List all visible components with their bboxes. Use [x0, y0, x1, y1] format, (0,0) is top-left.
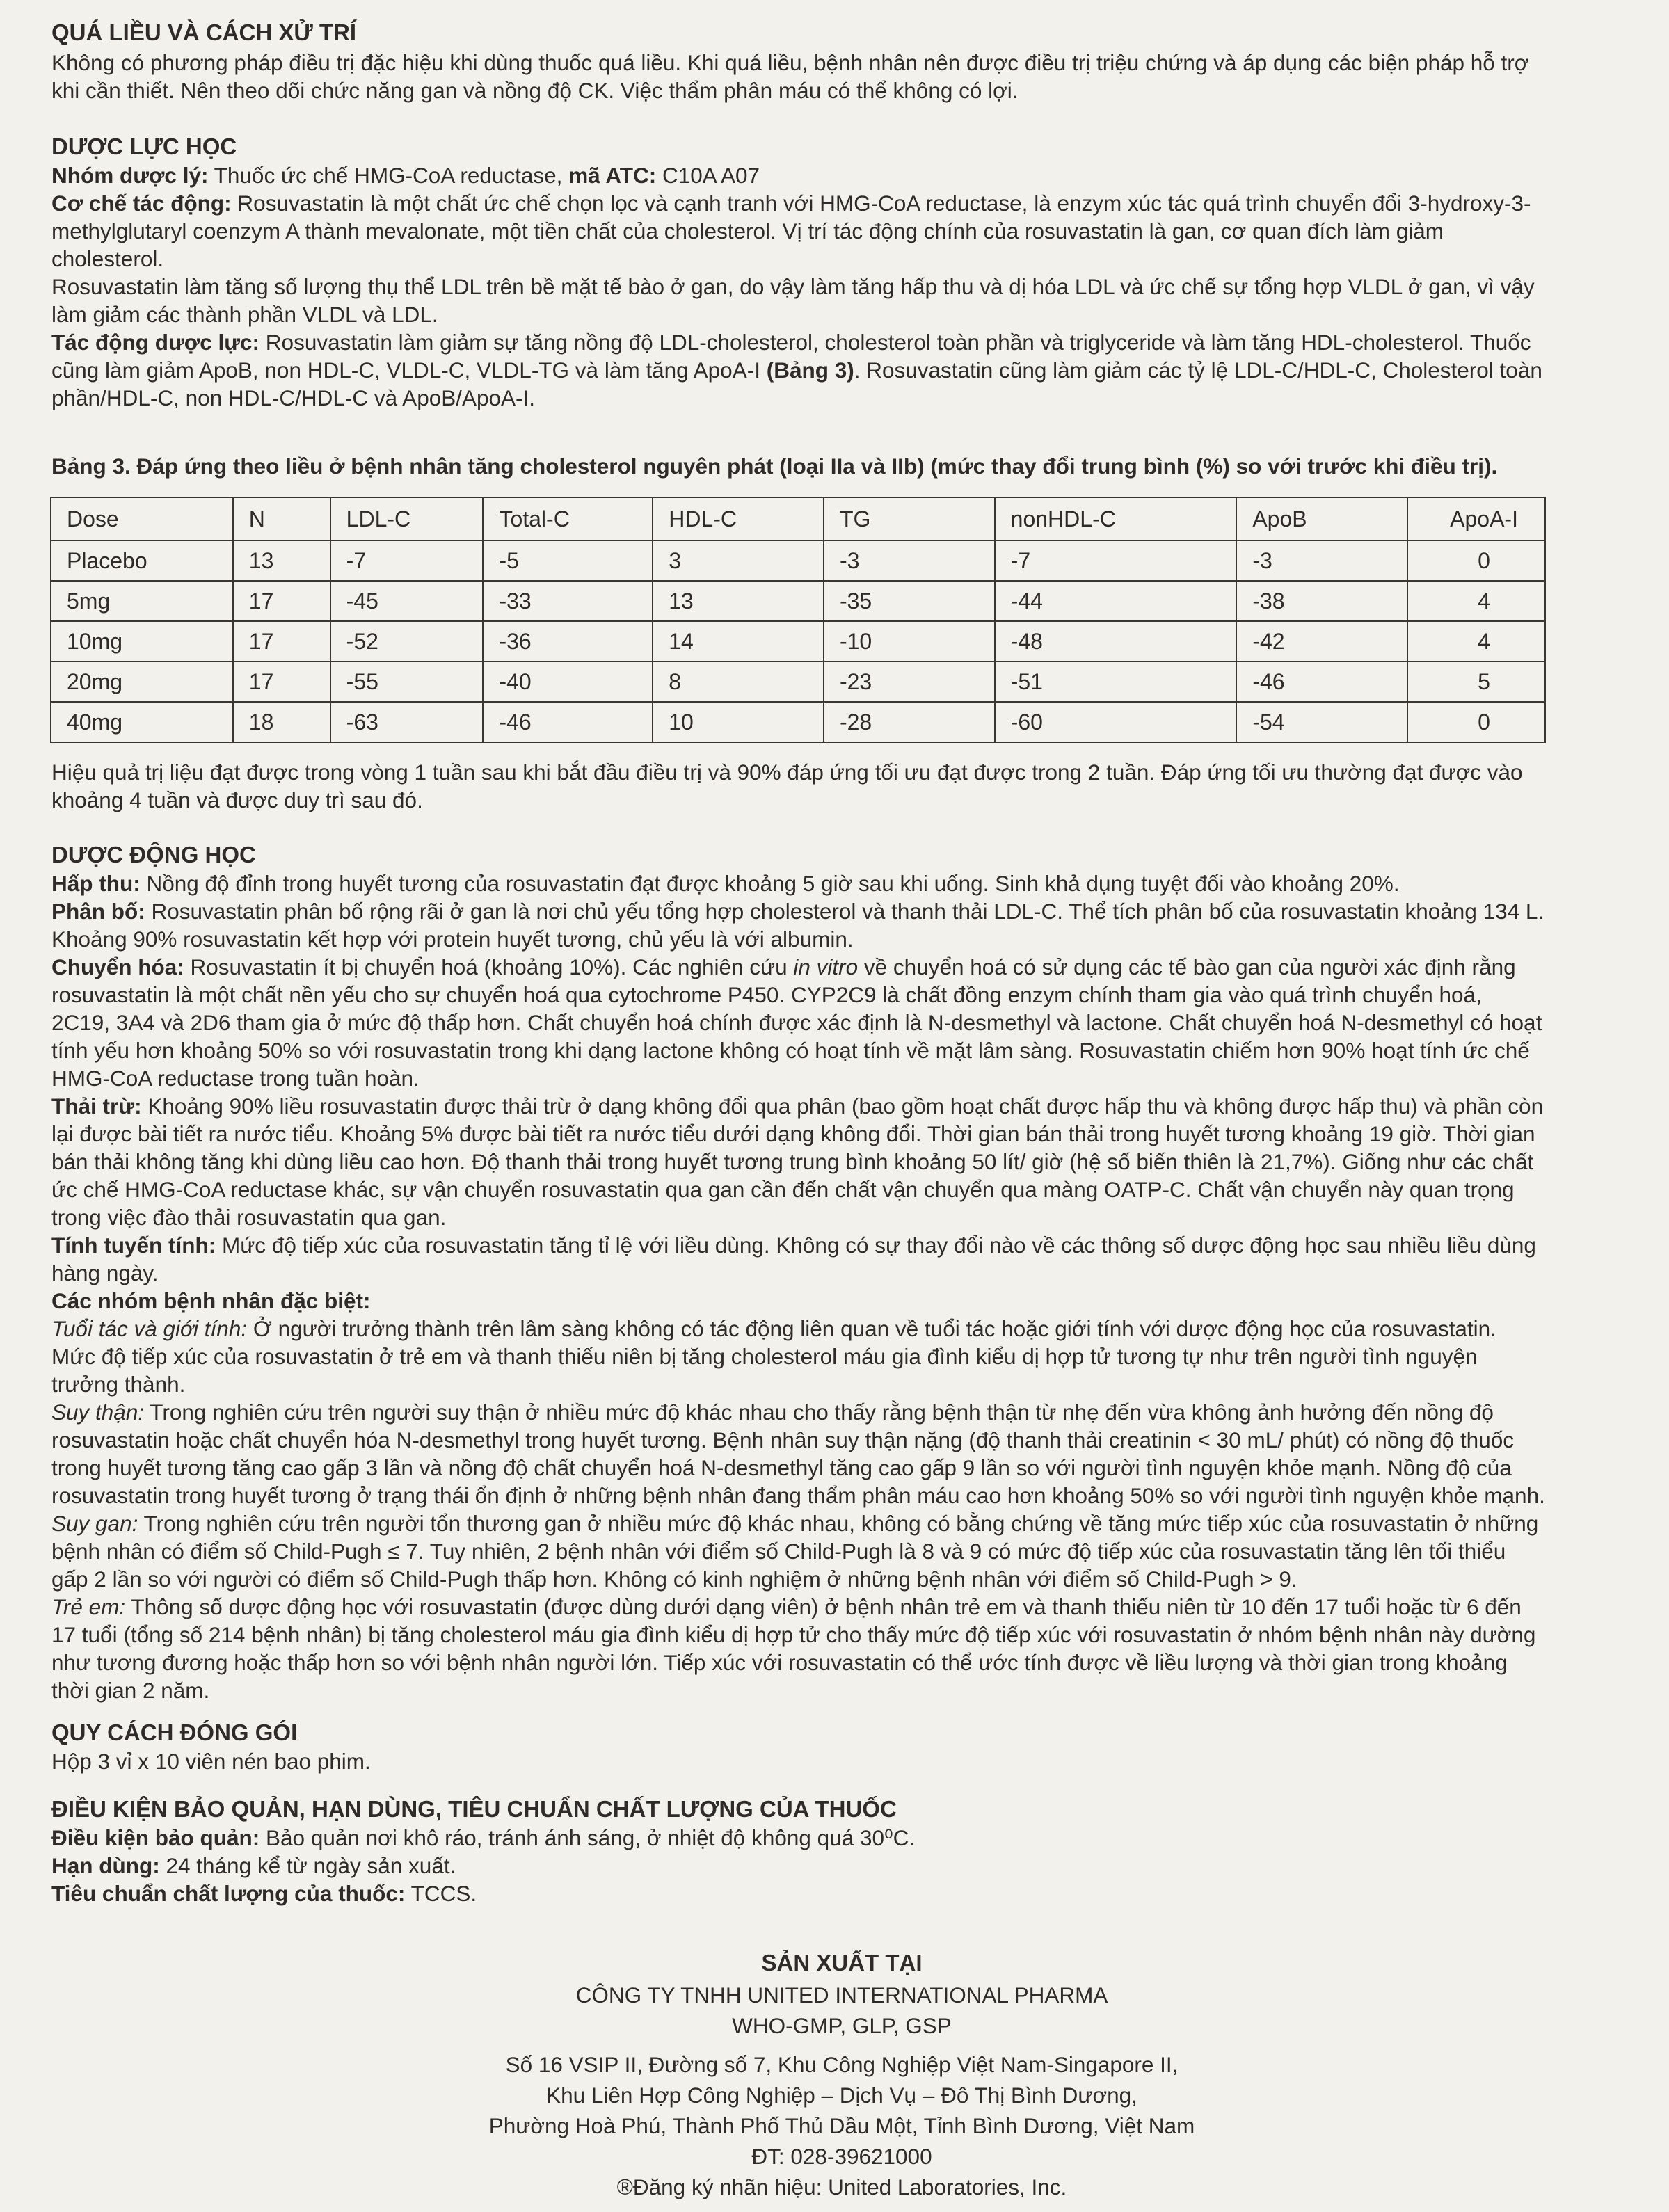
- table-cell: 0: [1407, 702, 1545, 742]
- mechanism-text: Rosuvastatin là một chất ức chế chọn lọc và cạnh tranh với HMG-CoA reductase, là enzym xúc tác quá trình chuyển đổi 3-hydroxy-3-methylglutaryl coenzym A thành mevalonate, một tiền chất của cholesterol. Vị trí tác động chính của rosuvastatin là gan, cơ quan đích làm giảm cholesterol.: [51, 191, 1531, 271]
- overdose-heading: QUÁ LIỀU VÀ CÁCH XỬ TRÍ: [51, 19, 357, 45]
- table-cell: -60: [995, 702, 1237, 742]
- table-cell: 5mg: [51, 581, 233, 621]
- table-cell: -54: [1236, 702, 1407, 742]
- table-cell: -45: [330, 581, 484, 621]
- table-cell: 17: [233, 581, 330, 621]
- expiry: [51, 1852, 1546, 1880]
- packaging-section: [51, 1718, 1546, 1775]
- mechanism-paragraph: [51, 189, 1546, 273]
- table-cell: -36: [483, 621, 653, 662]
- pharmacokinetics-heading: DƯỢC ĐỘNG HỌC: [51, 842, 256, 867]
- trademark-note: ®Đăng ký nhãn hiệu: United Laboratories, Inc.: [616, 2174, 1067, 2199]
- pharmacokinetics-section: [51, 840, 1546, 1704]
- table-cell: -42: [1236, 621, 1407, 662]
- table-note-text: Hiệu quả trị liệu đạt được trong vòng 1 tuần sau khi bắt đầu điều trị và 90% đáp ứng tối ưu đạt được trong 2 tuần. Đáp ứng tối ưu thường đạt được vào khoảng 4 tuần và được duy trì sau đó.: [51, 760, 1523, 812]
- table-row: [51, 662, 1545, 702]
- table-header: N: [233, 497, 330, 540]
- age-text: Ở người trưởng thành trên lâm sàng không có tác động liên quan về tuổi tác hoặc giới tính với dược động học của rosuvastatin. Mức độ tiếp xúc của rosuvastatin ở trẻ em và thanh thiếu niên bị tăng cholesterol máu gia đình kiểu dị hợp tử tương tự như trên người tình nguyện trưởng thành.: [51, 1316, 1496, 1397]
- packaging-heading: QUY CÁCH ĐÓNG GÓI: [51, 1720, 298, 1745]
- manufacturer-block: [376, 1948, 1308, 2202]
- table-note: [51, 758, 1546, 814]
- table-header: TG: [824, 497, 995, 540]
- group-text: Thuốc ức chế HMG-CoA reductase,: [208, 163, 569, 188]
- metabolism-text-1: Rosuvastatin ít bị chuyển hoá (khoảng 10%). Các nghiên cứu: [184, 954, 794, 979]
- mechanism-label: Cơ chế tác động:: [51, 191, 232, 216]
- table-cell: -3: [1236, 540, 1407, 581]
- pharmacodynamics-heading: DƯỢC LỰC HỌC: [51, 134, 237, 159]
- age-paragraph: [51, 1315, 1546, 1398]
- table-header-row: [51, 497, 1545, 540]
- metabolism-paragraph: [51, 953, 1546, 1092]
- table-caption-text: Bảng 3. Đáp ứng theo liều ở bệnh nhân tăng cholesterol nguyên phát (loại IIa và IIb) (mức thay đổi trung bình (%) so với trước khi điều trị).: [51, 454, 1498, 479]
- storage-condition: [51, 1824, 1546, 1852]
- overdose-text: Không có phương pháp điều trị đặc hiệu khi dùng thuốc quá liều. Khi quá liều, bệnh nhân nên được điều trị triệu chứng và áp dụng các biện pháp hỗ trợ khi cần thiết. Nên theo dõi chức năng gan và nồng độ CK. Việc thẩm phân máu có thể không có lợi.: [51, 50, 1529, 103]
- renal-label: Suy thận:: [51, 1400, 145, 1425]
- table-cell: -23: [824, 662, 995, 702]
- table-cell: 0: [1407, 540, 1545, 581]
- dose-response-table: [50, 497, 1546, 743]
- packaging-text: Hộp 3 vỉ x 10 viên nén bao phim.: [51, 1749, 371, 1774]
- storage-section: [51, 1795, 1546, 1907]
- table-cell: 13: [233, 540, 330, 581]
- table-header: ApoA-I: [1407, 497, 1545, 540]
- renal-text: Trong nghiên cứu trên người suy thận ở nhiều mức độ khác nhau cho thấy rằng bệnh thận từ nhẹ đến vừa không ảnh hưởng đến nồng độ rosuvastatin hoặc chất chuyển hóa N-desmethyl trong huyết tương. Bệnh nhân suy thận nặng (độ thanh thải creatinin < 30 mL/ phút) có nồng độ thuốc trong huyết tương tăng cao gấp 3 lần và nồng độ chất chuyển hoá N-desmethyl tăng cao gấp 9 lần so với người tình nguyện khỏe mạnh. Nồng độ của rosuvastatin trong huyết tương ở trạng thái ổn định ở những bệnh nhân đang thẩm phân máu cao hơn khoảng 50% so với người tình nguyện khỏe mạnh.: [51, 1400, 1545, 1508]
- table-cell: 20mg: [51, 662, 233, 702]
- table-cell: -7: [330, 540, 484, 581]
- excretion-label: Thải trừ:: [51, 1093, 142, 1119]
- effect-text-1: Rosuvastatin làm giảm sự tăng nồng độ LDL-cholesterol, cholesterol toàn phần và triglyceride và làm tăng HDL-cholesterol. Thuốc cũng làm giảm ApoB, non HDL-C, VLDL-C, VLDL-TG và làm tăng ApoA-I: [51, 330, 1531, 383]
- table-header: HDL-C: [653, 497, 824, 540]
- table-header: ApoB: [1236, 497, 1407, 540]
- table-row: [51, 702, 1545, 742]
- pharmacologic-group: [51, 161, 1546, 189]
- table-cell: 10: [653, 702, 824, 742]
- mechanism-paragraph-2: Rosuvastatin làm tăng số lượng thụ thể LDL trên bề mặt tế bào ở gan, do vậy làm tăng hấp thu và dị hóa LDL và ức chế sự tổng hợp VLDL ở gan, vì vậy làm giảm các thành phần VLDL và LDL.: [51, 274, 1535, 327]
- linearity-label: Tính tuyến tính:: [51, 1233, 216, 1258]
- quality-standard-text: TCCS.: [405, 1881, 477, 1906]
- manufacturer-address-3: Phường Hoà Phú, Thành Phố Thủ Dầu Một, Tỉnh Bình Dương, Việt Nam: [488, 2113, 1195, 2138]
- table-header: LDL-C: [330, 497, 484, 540]
- excretion-text: Khoảng 90% liều rosuvastatin được thải trừ ở dạng không đổi qua phân (bao gồm hoạt chất được hấp thu và không được hấp thu) và phần còn lại được bài tiết ra nước tiểu. Khoảng 5% được bài tiết ra nước tiểu dưới dạng không đổi. Thời gian bán thải trong huyết tương khoảng 19 giờ. Thời gian bán thải không tăng khi dùng liều cao hơn. Độ thanh thải trong huyết tương trung bình khoảng 50 lít/ giờ (hệ số biến thiên là 21,7%). Giống như các chất ức chế HMG-CoA reductase khác, sự vận chuyển rosuvastatin qua gan cần đến chất vận chuyển qua màng OATP-C. Chất vận chuyển này quan trọng trong việc đào thải rosuvastatin qua gan.: [51, 1093, 1544, 1230]
- table-cell: 3: [653, 540, 824, 581]
- table-cell: -33: [483, 581, 653, 621]
- table-cell: -46: [483, 702, 653, 742]
- metabolism-label: Chuyển hóa:: [51, 954, 184, 979]
- effect-paragraph: [51, 328, 1546, 412]
- storage-heading: ĐIỀU KIỆN BẢO QUẢN, HẠN DÙNG, TIÊU CHUẨN CHẤT LƯỢNG CỦA THUỐC: [51, 1796, 897, 1822]
- table-cell: -28: [824, 702, 995, 742]
- storage-condition-text: Bảo quản nơi khô ráo, tránh ánh sáng, ở nhiệt độ không quá 30⁰C.: [259, 1825, 916, 1850]
- group-label: Nhóm dược lý:: [51, 163, 209, 188]
- table-row: [51, 621, 1545, 662]
- storage-condition-label: Điều kiện bảo quản:: [51, 1825, 260, 1850]
- table-cell: -7: [995, 540, 1237, 581]
- table-cell: 4: [1407, 621, 1545, 662]
- metabolism-text-2: về chuyển hoá có sử dụng các tế bào gan của người xác định rằng rosuvastatin là một chất nền yếu cho sự chuyển hoá qua cytochrome P450. CYP2C9 là chất đồng enzym chính tham gia vào quá trình chuyển hoá, 2C19, 3A4 và 2D6 tham gia ở mức độ thấp hơn. Chất chuyển hoá chính được xác định là N-desmethyl và lactone. Chất chuyển hoá N-desmethyl có hoạt tính yếu hơn khoảng 50% so với rosuvastatin trong khi dạng lactone không có hoạt tính về mặt lâm sàng. Rosuvastatin chiếm hơn 90% hoạt tính ức chế HMG-CoA reductase trong tuần hoàn.: [51, 954, 1542, 1091]
- table-cell: -3: [824, 540, 995, 581]
- manufacturer-company: CÔNG TY TNHH UNITED INTERNATIONAL PHARMA: [575, 1982, 1108, 2007]
- linearity-paragraph: [51, 1231, 1546, 1287]
- effect-text-2: . Rosuvastatin cũng làm giảm các tỷ lệ LDL-C/HDL-C, Cholesterol toàn phần/HDL-C, non HDL-C/HDL-C và ApoB/ApoA-I.: [51, 358, 1542, 410]
- linearity-text: Mức độ tiếp xúc của rosuvastatin tăng tỉ lệ với liều dùng. Không có sự thay đổi nào về các thông số dược động học sau nhiều liều dùng hàng ngày.: [51, 1233, 1536, 1285]
- table-cell: -35: [824, 581, 995, 621]
- table-header: Dose: [51, 497, 233, 540]
- hepatic-label: Suy gan:: [51, 1511, 138, 1536]
- overdose-section: [51, 18, 1546, 104]
- quality-standard: [51, 1880, 1546, 1907]
- table-cell: -10: [824, 621, 995, 662]
- metabolism-italic: in vitro: [793, 954, 859, 979]
- table-cell: -46: [1236, 662, 1407, 702]
- table-header: Total-C: [483, 497, 653, 540]
- hepatic-paragraph: [51, 1509, 1546, 1593]
- hepatic-text: Trong nghiên cứu trên người tổn thương gan ở nhiều mức độ khác nhau, không có bằng chứng về tăng mức tiếp xúc của rosuvastatin ở những bệnh nhân có điểm số Child-Pugh ≤ 7. Tuy nhiên, 2 bệnh nhân với điểm số Child-Pugh là 8 và 9 có mức độ tiếp xúc của rosuvastatin tăng lên tối thiểu gấp 2 lần so với người có điểm số Child-Pugh thấp hơn. Không có kinh nghiệm ở những bệnh nhân với điểm số Child-Pugh > 9.: [51, 1511, 1539, 1592]
- table-cell: -51: [995, 662, 1237, 702]
- age-label: Tuổi tác và giới tính:: [51, 1316, 248, 1341]
- effect-label: Tác động dược lực:: [51, 330, 260, 355]
- table-cell: -5: [483, 540, 653, 581]
- child-label: Trẻ em:: [51, 1594, 126, 1619]
- table-row: [51, 581, 1545, 621]
- pharmacodynamics-section: [51, 132, 1546, 412]
- table-cell: -55: [330, 662, 484, 702]
- absorption-label: Hấp thu:: [51, 871, 141, 896]
- child-paragraph: [51, 1593, 1546, 1704]
- expiry-text: 24 tháng kể từ ngày sản xuất.: [159, 1853, 456, 1878]
- excretion-paragraph: [51, 1092, 1546, 1231]
- manufacturer-address-1: Số 16 VSIP II, Đường số 7, Khu Công Nghiệp Việt Nam-Singapore II,: [505, 2052, 1179, 2077]
- table-cell: 4: [1407, 581, 1545, 621]
- quality-standard-label: Tiêu chuẩn chất lượng của thuốc:: [51, 1881, 406, 1906]
- manufacturer-certifications: WHO-GMP, GLP, GSP: [732, 2013, 952, 2038]
- atc-label: mã ATC:: [568, 163, 657, 188]
- table-cell: -40: [483, 662, 653, 702]
- table-caption: [51, 452, 1546, 480]
- special-label: Các nhóm bệnh nhân đặc biệt:: [51, 1288, 371, 1313]
- renal-paragraph: [51, 1398, 1546, 1509]
- table-cell: -63: [330, 702, 484, 742]
- table-ref: (Bảng 3): [766, 358, 854, 383]
- table-cell: 18: [233, 702, 330, 742]
- table-cell: 5: [1407, 662, 1545, 702]
- special-populations-label: [51, 1287, 1546, 1315]
- table-cell: Placebo: [51, 540, 233, 581]
- child-text: Thông số dược động học với rosuvastatin (được dùng dưới dạng viên) ở bệnh nhân trẻ em và thanh thiếu niên từ 10 đến 17 tuổi hoặc từ 6 đến 17 tuổi (tổng số 214 bệnh nhân) bị tăng cholesterol máu gia đình kiểu dị hợp tử cho thấy mức độ tiếp xúc với rosuvastatin ở nhóm bệnh nhân này dường như tương đương hoặc thấp hơn so với bệnh nhân người lớn. Tiếp xúc với rosuvastatin có thể ước tính được về liều lượng và thời gian trong khoảng thời gian 2 năm.: [51, 1594, 1536, 1703]
- table-cell: -44: [995, 581, 1237, 621]
- table-cell: -52: [330, 621, 484, 662]
- table-cell: 17: [233, 621, 330, 662]
- table-cell: 8: [653, 662, 824, 702]
- table-cell: 40mg: [51, 702, 233, 742]
- table-header: nonHDL-C: [995, 497, 1237, 540]
- manufacturer-heading: SẢN XUẤT TẠI: [761, 1950, 923, 1975]
- absorption-text: Nồng độ đỉnh trong huyết tương của rosuvastatin đạt được khoảng 5 giờ sau khi uống. Sinh khả dụng tuyệt đối vào khoảng 20%.: [140, 871, 1400, 896]
- table-cell: -48: [995, 621, 1237, 662]
- manufacturer-address-2: Khu Liên Hợp Công Nghiệp – Dịch Vụ – Đô Thị Bình Dương,: [546, 2083, 1137, 2108]
- distribution-label: Phân bố:: [51, 899, 145, 924]
- atc-text: C10A A07: [656, 163, 760, 188]
- distribution-text: Rosuvastatin phân bố rộng rãi ở gan là nơi chủ yếu tổng hợp cholesterol và thanh thải LDL-C. Thể tích phân bố của rosuvastatin khoảng 134 L. Khoảng 90% rosuvastatin kết hợp với protein huyết tương, chủ yếu là với albumin.: [51, 899, 1544, 952]
- manufacturer-phone: ĐT: 028-39621000: [751, 2144, 932, 2169]
- distribution-paragraph: [51, 897, 1546, 953]
- absorption-paragraph: [51, 869, 1546, 897]
- table-row: [51, 540, 1545, 581]
- table-cell: 13: [653, 581, 824, 621]
- table-cell: -38: [1236, 581, 1407, 621]
- table-cell: 14: [653, 621, 824, 662]
- expiry-label: Hạn dùng:: [51, 1853, 160, 1878]
- table-cell: 17: [233, 662, 330, 702]
- table-cell: 10mg: [51, 621, 233, 662]
